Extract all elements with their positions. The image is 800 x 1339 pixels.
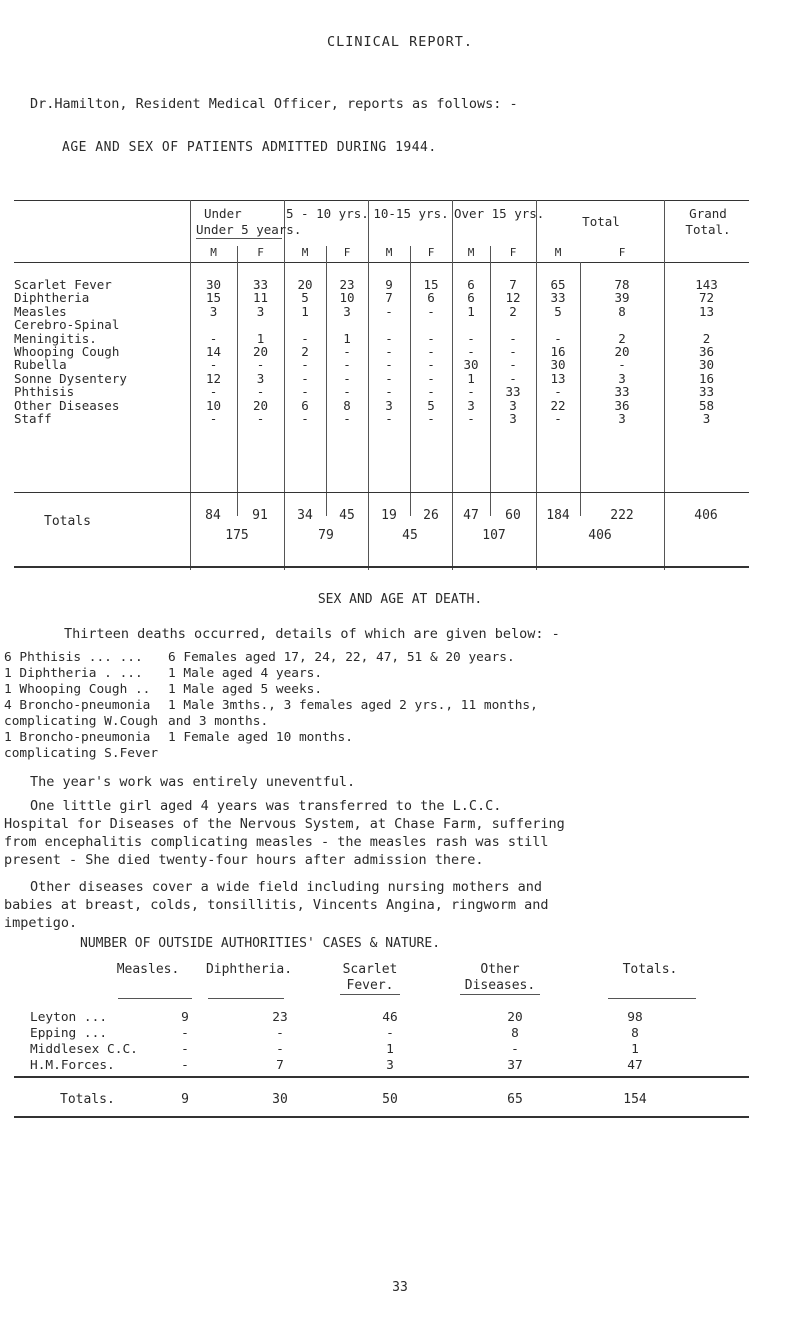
table-cell: - (209, 411, 218, 427)
table-cell: - (256, 411, 265, 427)
page-title: CLINICAL REPORT. (326, 34, 474, 50)
table-cell: 11 (252, 290, 269, 306)
table-cell (452, 318, 490, 331)
text-line: One little girl aged 4 years was transferred to the L.C.C. (30, 798, 502, 814)
row-label: Epping ... (30, 1026, 108, 1041)
table-cell: - (509, 344, 517, 360)
table-cell (190, 318, 237, 331)
total-cell: 45 (339, 508, 355, 523)
page-number: 33 (392, 1280, 408, 1295)
table-cell: 3 (702, 411, 711, 427)
table-cell: 3 (343, 303, 351, 319)
table-cell: 14 (205, 344, 222, 360)
text-line: present - She died twenty-four hours after admission there. (4, 852, 484, 868)
col-header-diphtheria: Diphtheria. (205, 962, 293, 977)
subheader-m: M (467, 246, 475, 259)
death-item (4, 730, 538, 746)
table1-top-rule (14, 200, 749, 201)
table-cell: 5 (427, 397, 435, 413)
death-detail: 1 Male 3mths., 3 females aged 2 yrs., 11 months, (168, 698, 538, 713)
death-detail (168, 746, 538, 762)
table-cell: 2 (301, 344, 309, 360)
row-label: Measles (14, 303, 67, 319)
table-cell: - (467, 411, 475, 427)
table2-body (30, 1010, 690, 1074)
table-row (30, 1010, 690, 1026)
death-cause: 1 Broncho-pneumonia (4, 730, 151, 745)
death-detail: 6 Females aged 17, 24, 22, 47, 51 & 20 years. (168, 650, 515, 665)
subheader-m: M (301, 246, 309, 259)
underline (118, 998, 192, 999)
subheader-m: M (554, 246, 562, 259)
table-cell: 12 (205, 370, 222, 386)
subheader-f: F (427, 246, 435, 259)
group-header-10to15: 10-15 yrs. (373, 206, 449, 221)
table-cell: 3 (467, 397, 475, 413)
table-cell: 143 (695, 277, 718, 292)
text-line: Hospital for Diseases of the Nervous System, at Chase Farm, suffering (4, 816, 565, 832)
table-cell: - (343, 357, 351, 373)
table-cell: 7 (276, 1058, 284, 1073)
table-cell: 13 (698, 303, 715, 319)
table-cell: 8 (343, 397, 351, 413)
table-cell: - (181, 1042, 189, 1057)
table-cell: 20 (252, 397, 269, 413)
death-detail: 1 Male aged 4 years. (168, 666, 323, 681)
table-cell: 3 (509, 411, 517, 427)
table-cell: 1 (301, 303, 309, 319)
table-cell (664, 318, 749, 331)
table-row (14, 278, 749, 291)
table-cell: 33 (550, 290, 566, 306)
table-cell: 13 (550, 370, 566, 386)
total-cell: 26 (423, 508, 439, 523)
table1-totals-rule (14, 492, 749, 493)
table-cell: 3 (256, 303, 265, 319)
group-header-total: Total (582, 214, 620, 229)
table-cell: - (385, 411, 393, 427)
table-cell: 8 (631, 1026, 639, 1041)
death-cause: 1 Whooping Cough .. (4, 682, 151, 697)
table-cell: 15 (205, 290, 222, 306)
col-header-other-diseases-text: Other Diseases. (460, 962, 540, 995)
total-cell: 406 (694, 508, 718, 523)
table-row (14, 318, 749, 331)
death-detail: and 3 months. (168, 714, 269, 729)
row-label: Diphtheria (14, 290, 90, 306)
table-cell: 6 (427, 290, 435, 306)
row-label: Middlesex C.C. (30, 1042, 138, 1057)
table-cell (326, 318, 368, 331)
col-header-other-diseases (440, 962, 560, 995)
table-cell: 47 (627, 1058, 643, 1073)
table-cell: 33 (614, 384, 630, 400)
row-label: Leyton ... (30, 1010, 108, 1025)
intro-text: Dr.Hamilton, Resident Medical Officer, reports as follows: - (30, 96, 518, 112)
table-cell: - (509, 370, 517, 386)
table-cell: - (427, 357, 435, 373)
table-cell: 1 (256, 330, 265, 346)
deaths-list (4, 650, 538, 762)
table-row (14, 291, 749, 304)
table-cell: - (301, 384, 309, 400)
table-cell (536, 318, 580, 331)
table1-title: AGE AND SEX OF PATIENTS ADMITTED DURING 1944. (62, 140, 437, 155)
table-cell: 3 (509, 397, 517, 413)
table-cell: - (427, 411, 435, 427)
col-header-totals: Totals. (622, 962, 678, 977)
table-cell: - (427, 330, 435, 346)
table-cell: - (385, 384, 393, 400)
table2-rule (14, 1076, 749, 1078)
table-cell: 72 (698, 290, 715, 306)
table-cell: 1 (467, 303, 475, 319)
table-cell: 22 (550, 397, 566, 413)
total-cell: 222 (610, 508, 634, 523)
table1-bottom-rule (14, 566, 749, 568)
subheader-f: F (618, 246, 626, 259)
table-row (30, 1026, 690, 1042)
table-cell: - (385, 344, 393, 360)
table-cell: 98 (627, 1010, 643, 1025)
table-cell: 65 (550, 277, 566, 292)
subheader-f: F (257, 246, 264, 259)
admissions-table-body (14, 278, 749, 425)
table-cell: 10 (205, 397, 222, 413)
row-label: Meningitis. (14, 330, 97, 346)
table-cell: - (427, 344, 435, 360)
table-cell: 15 (423, 277, 439, 292)
table-cell (410, 318, 452, 331)
table-cell: 2 (509, 303, 517, 319)
total-cell: 50 (382, 1092, 398, 1107)
deaths-title: SEX AND AGE AT DEATH. (317, 592, 483, 607)
table-cell: - (301, 411, 309, 427)
total-cell: 47 (463, 508, 479, 523)
death-item (4, 666, 538, 682)
underline (608, 998, 696, 999)
table-cell: - (209, 330, 218, 346)
row-label: Sonne Dysentery (14, 370, 127, 386)
table-cell: - (467, 384, 475, 400)
total-cell: 9 (181, 1092, 189, 1107)
col-header-scarlet-fever (310, 962, 430, 995)
table-cell: 16 (698, 370, 715, 386)
total-cell: 154 (623, 1092, 647, 1107)
subheader-f: F (509, 246, 517, 259)
table-cell: 3 (385, 397, 393, 413)
table-row (14, 358, 749, 371)
subheader-f: F (343, 246, 351, 259)
table-cell: - (618, 357, 626, 373)
table-cell (284, 318, 326, 331)
table-cell: 33 (505, 384, 521, 400)
table-cell: - (385, 370, 393, 386)
col-header-measles: Measles. (116, 962, 180, 977)
table-cell: 23 (272, 1010, 288, 1025)
total-cell: 34 (297, 508, 313, 523)
table-cell: 9 (181, 1010, 189, 1025)
table-cell: - (385, 357, 393, 373)
row-label: Rubella (14, 357, 67, 373)
table-cell: 20 (507, 1010, 523, 1025)
death-detail: 1 Male aged 5 weeks. (168, 682, 323, 697)
total-cell: 84 (205, 508, 221, 523)
paragraph-transfer (4, 797, 565, 869)
group-total-cell: 406 (588, 528, 612, 543)
death-detail: 1 Female aged 10 months. (168, 730, 353, 745)
table-row (14, 412, 749, 425)
table-cell: - (256, 384, 265, 400)
group-header-5to10: 5 - 10 yrs. (286, 206, 369, 221)
table-cell: 20 (252, 344, 269, 360)
table-cell: 2 (618, 330, 626, 346)
death-item (4, 746, 538, 762)
table-cell (490, 318, 536, 331)
death-item (4, 650, 538, 666)
group-total-cell: 79 (318, 528, 334, 543)
table-cell: - (386, 1026, 394, 1041)
row-label: Phthisis (14, 384, 75, 400)
total-cell: 184 (546, 508, 570, 523)
table-cell: - (276, 1026, 284, 1041)
death-cause: complicating W.Cough (4, 714, 159, 729)
group-total-cell: 45 (402, 528, 418, 543)
table-cell: 3 (618, 370, 626, 386)
table-cell: 6 (467, 290, 475, 306)
table-cell: - (343, 411, 351, 427)
table-cell: - (509, 330, 517, 346)
death-cause: 4 Broncho-pneumonia (4, 698, 151, 713)
table-cell: 20 (297, 277, 313, 292)
table-cell: - (385, 330, 393, 346)
table-cell: - (467, 344, 475, 360)
table-cell: 1 (467, 370, 475, 386)
total-cell: 30 (272, 1092, 288, 1107)
text-line: babies at breast, colds, tonsillitis, Vincents Angina, ringworm and (4, 897, 549, 913)
subheader-m: M (385, 246, 393, 259)
table-cell: 30 (698, 357, 715, 373)
table-row (14, 385, 749, 398)
total-cell: 19 (381, 508, 397, 523)
table-cell: 46 (382, 1010, 398, 1025)
table-cell: 9 (385, 277, 393, 292)
table-cell: 16 (550, 344, 566, 360)
paragraph-other-diseases (4, 878, 549, 932)
group-total-cell: 107 (482, 528, 506, 543)
table-cell: - (209, 384, 218, 400)
table2-title: NUMBER OF OUTSIDE AUTHORITIES' CASES & NATURE. (80, 936, 441, 951)
death-cause: 6 Phthisis ... ... (4, 650, 143, 665)
table-cell: - (343, 370, 351, 386)
total-cell: 65 (507, 1092, 523, 1107)
paragraph-uneventful: The year's work was entirely uneventful. (30, 774, 356, 790)
table-cell: - (511, 1042, 519, 1057)
table-row (30, 1058, 690, 1074)
table-cell: 1 (386, 1042, 394, 1057)
table-cell: - (256, 357, 265, 373)
table-cell: 6 (301, 397, 309, 413)
table1-header-rule (14, 262, 749, 263)
table-cell: - (554, 411, 562, 427)
table-row (30, 1042, 690, 1058)
row-label: Scarlet Fever (14, 277, 112, 292)
table-cell: - (301, 370, 309, 386)
table-cell: - (301, 357, 309, 373)
table-cell: 30 (463, 357, 479, 373)
table-cell: - (554, 384, 562, 400)
table-cell: - (343, 344, 351, 360)
deaths-intro: Thirteen deaths occurred, details of which are given below: - (64, 626, 560, 642)
row-label: Cerebro-Spinal (14, 317, 120, 333)
group-header-grand-total: Grand Total. (685, 206, 731, 237)
table-cell: - (385, 303, 393, 319)
table-cell: - (343, 384, 351, 400)
table-cell: - (467, 330, 475, 346)
row-label: Whooping Cough (14, 344, 120, 360)
table-cell: 1 (631, 1042, 639, 1057)
table-cell: 6 (467, 277, 475, 292)
table-cell (237, 318, 284, 331)
table-cell: 33 (252, 277, 269, 292)
table-cell: - (427, 303, 435, 319)
table-cell: 36 (698, 344, 715, 360)
text-line: impetigo. (4, 915, 78, 931)
table-cell: - (554, 330, 562, 346)
totals-label: Totals (44, 514, 91, 529)
table-row (14, 372, 749, 385)
table-cell: 12 (505, 290, 521, 306)
row-label: H.M.Forces. (30, 1058, 115, 1073)
subheader-m: M (210, 246, 217, 259)
table-cell: 30 (550, 357, 566, 373)
table-row (14, 345, 749, 358)
total-cell: 60 (505, 508, 521, 523)
table-cell: 5 (301, 290, 309, 306)
row-label: Staff (14, 411, 52, 427)
col-header-scarlet-fever-text: Scarlet Fever. (340, 962, 400, 995)
table-cell: 58 (698, 397, 715, 413)
table-cell: 30 (205, 277, 222, 292)
underline (208, 998, 284, 999)
table-row (14, 332, 749, 345)
table-cell: 3 (256, 370, 265, 386)
table2-totals-label: Totals. (60, 1092, 115, 1107)
group-header-under5: Under Under 5 years. (196, 206, 302, 237)
table-cell: - (427, 384, 435, 400)
death-item (4, 682, 538, 698)
text-line: Other diseases cover a wide field including nursing mothers and (30, 879, 543, 895)
total-cell: 91 (252, 508, 268, 523)
table-cell: 3 (618, 411, 626, 427)
row-label: Other Diseases (14, 397, 120, 413)
table-cell (580, 318, 664, 331)
death-item (4, 698, 538, 714)
table-cell: 3 (386, 1058, 394, 1073)
table-cell: 7 (509, 277, 517, 292)
table-cell: - (427, 370, 435, 386)
table-cell: 37 (507, 1058, 523, 1073)
table-cell: 36 (614, 397, 630, 413)
table-cell: - (301, 330, 309, 346)
table-cell: 1 (343, 330, 351, 346)
table-cell: 39 (614, 290, 630, 306)
table-row (14, 305, 749, 318)
death-cause: complicating S.Fever (4, 746, 159, 761)
table-cell: - (509, 357, 517, 373)
table-cell: 23 (339, 277, 355, 292)
group-header-over15: Over 15 yrs. (454, 206, 545, 221)
table-cell: 3 (209, 303, 218, 319)
death-cause: 1 Diphtheria . ... (4, 666, 143, 681)
table-cell: 78 (614, 277, 630, 292)
group-total-cell: 175 (225, 528, 249, 543)
table2-bottom-rule (14, 1116, 749, 1118)
table-cell: - (276, 1042, 284, 1057)
table-cell: 10 (339, 290, 355, 306)
table-cell (368, 318, 410, 331)
table-cell: - (181, 1058, 189, 1073)
table-cell: 2 (702, 330, 711, 346)
table-cell: 20 (614, 344, 630, 360)
table-cell: 8 (511, 1026, 519, 1041)
table-row (14, 399, 749, 412)
text-line: from encephalitis complicating measles - the measles rash was still (4, 834, 549, 850)
table-cell: - (209, 357, 218, 373)
table-cell: 8 (618, 303, 626, 319)
table-cell: - (181, 1026, 189, 1041)
table-cell: 33 (698, 384, 715, 400)
death-item (4, 714, 538, 730)
table-cell: 7 (385, 290, 393, 306)
table-cell: 5 (554, 303, 562, 319)
